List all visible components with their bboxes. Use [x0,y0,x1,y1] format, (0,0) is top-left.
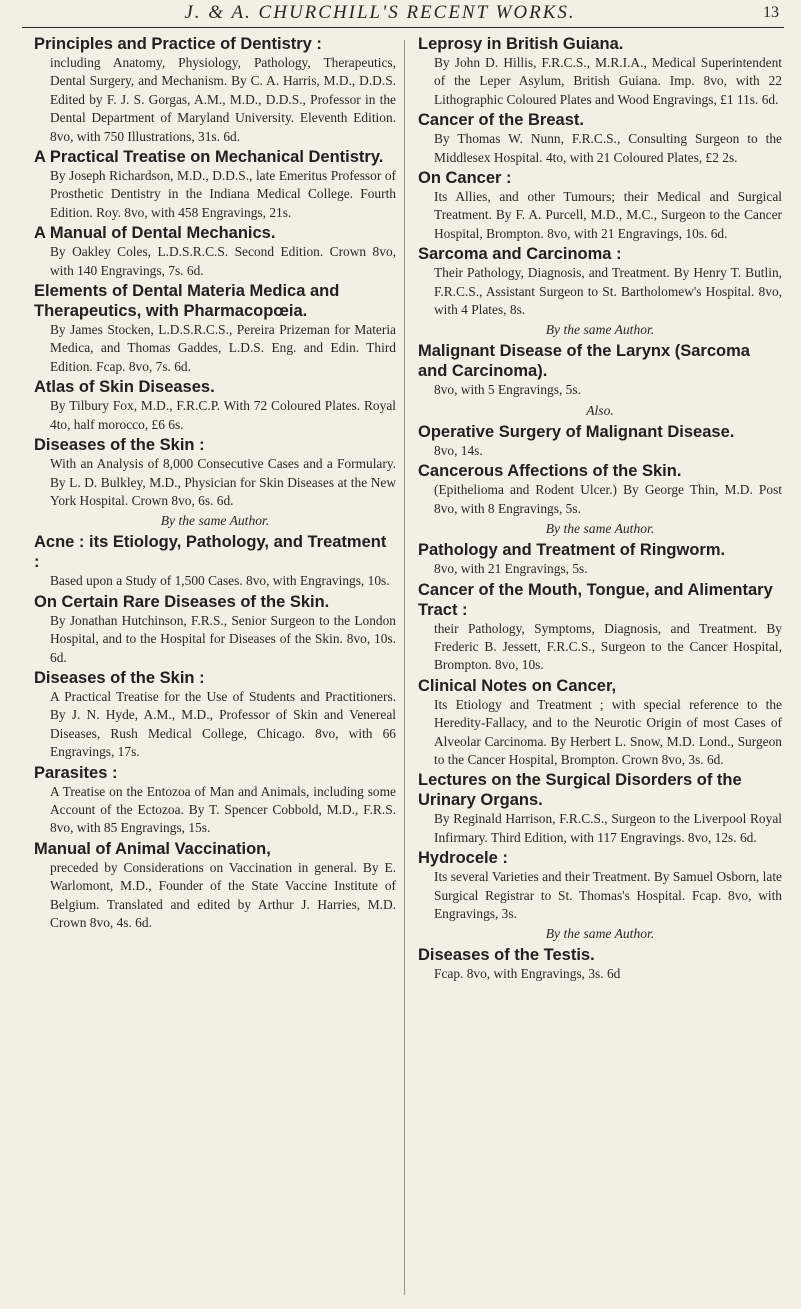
entry-description: By Tilbury Fox, M.D., F.R.C.P. With 72 Coloured Plates. Royal 4to, half morocco, £6 6s. [50,398,396,432]
entry-title: Manual of Animal Vaccination, [34,839,271,858]
entry-title: Lectures on the Surgical Disorders of the Urinary Organs. [418,771,742,810]
catalogue-entry [418,945,782,983]
entry-description: Its Allies, and other Tumours; their Medical and Surgical Treatment. By F. A. Purcell, M.D., M.C., Surgeon to the Cancer Hospital, Brompton. 8vo, with 21 Engravings, 10s. 6d. [434,189,782,241]
catalogue-entry [418,461,782,518]
entry-title: Diseases of the Testis. [418,946,595,965]
catalogue-entry [418,676,782,770]
entry-title: Diseases of the Skin : [34,436,205,455]
same-author-note: By the same Author. [545,322,655,338]
entry-title: Principles and Practice of Dentistry : [34,35,322,53]
entry-description: By Jonathan Hutchinson, F.R.S., Senior Surgeon to the London Hospital, and to the Hospital for Diseases of the Skin. 8vo, 10s. 6d. [50,612,396,665]
catalogue-entry [34,377,396,434]
right-column [418,34,782,985]
entry-description: By Joseph Richardson, M.D., D.D.S., late Emeritus Professor of Prosthetic Dentistry in the Indiana Medical College. Fourth Edition. Roy. 8vo, with 458 Engravings, 21s. [50,168,396,220]
entry-title: Sarcoma and Carcinoma : [418,245,622,264]
catalogue-entry [418,580,782,675]
catalogue-entry [34,592,396,667]
entry-title: Diseases of the Skin : [34,668,205,687]
entry-title: A Practical Treatise on Mechanical Dentistry. [34,148,384,167]
page-header [0,0,801,28]
entry-description: (Epithelioma and Rodent Ulcer.) By George Thin, M.D. Post 8vo, with 8 Engravings, 5s. [434,482,782,516]
catalogue-entry [34,435,396,510]
entry-description: With an Analysis of 8,000 Consecutive Cases and a Formulary. By L. D. Bulkley, M.D., Physician for Skin Diseases at the New York Hospital. Crown 8vo, 6s. 6d. [50,456,396,508]
entry-description: their Pathology, Symptoms, Diagnosis, and Treatment. By Frederic B. Jessett, F.R.C.S., Surgeon to the Cancer Hospital, Brompton. 8vo, 10s. [434,620,782,673]
entry-description: By John D. Hillis, F.R.C.S., M.R.I.A., Medical Superintendent of the Leper Asylum, British Guiana. Imp. 8vo, with 22 Lithographic Coloured Plates and Wood Engravings, £1 11s. 6d. [434,55,782,107]
catalogue-entry [418,168,782,243]
entry-description: By Reginald Harrison, F.R.C.S., Surgeon to the Liverpool Royal Infirmary. Third Edition, with 117 Engravings. 8vo, 12s. 6d. [434,811,782,845]
entry-title: Parasites : [34,763,118,782]
same-author-note: By the same Author. [545,521,655,537]
entry-description: By Oakley Coles, L.D.S.R.C.S. Second Edition. Crown 8vo, with 140 Engravings, 7s. 6d. [50,244,396,278]
entry-title: A Manual of Dental Mechanics. [34,224,276,243]
catalogue-entry [418,422,782,460]
entry-description: Their Pathology, Diagnosis, and Treatment. By Henry T. Butlin, F.R.C.S., Assistant Surgeon to St. Bartholomew's Hospital. 8vo, with 4 Plates, 8s. [434,265,782,318]
catalogue-entry [34,34,396,146]
entry-description: 8vo, 14s. [434,442,483,458]
entry-description: preceded by Considerations on Vaccination in general. By E. Warlomont, M.D., Founder of the State Vaccine Institute of Belgium. Translated and edited by Arthur J. Harries, M.D. Crown 8vo, 4s. 6d. [50,859,396,930]
entry-title: Operative Surgery of Malignant Disease. [418,422,735,441]
entry-title: Cancer of the Breast. [418,111,584,130]
entry-description: A Treatise on the Entozoa of Man and Animals, including some Account of the Ectozoa. By T. Spencer Cobbold, M.D., F.R.S. 8vo, with 85 Engravings, 15s. [50,783,396,836]
entry-description: By Thomas W. Nunn, F.R.C.S., Consulting Surgeon to the Middlesex Hospital. 4to, with 21 Coloured Plates, £2 2s. [434,131,782,165]
entry-title: Malignant Disease of the Larynx (Sarcoma and Carcinoma). [418,342,750,381]
entry-description: Its Etiology and Treatment ; with special reference to the Heredity-Fallacy, and to the Neurotic Origin of most Cases of Alveolar Carcinoma. By Herbert L. Snow, M.D. Lond., Surgeon to the Cancer Hospital, Brompton. Crown 8vo, 3s. 6d. [434,696,782,767]
catalogue-entry [418,244,782,319]
catalogue-entry [34,147,396,222]
catalogue-entry [34,281,396,376]
catalogue-entry [418,110,782,167]
catalogue-entry [418,540,782,578]
entry-description: 8vo, with 5 Engravings, 5s. [434,382,581,398]
entry-description: By James Stocken, L.D.S.R.C.S., Pereira Prizeman for Materia Medica, and Thomas Gaddes, L.D.S. Eng. and Edin. Third Edition. Fcap. 8vo, 7s. 6d. [50,322,396,374]
entry-description: including Anatomy, Physiology, Pathology, Therapeutics, Dental Surgery, and Mechanism. By C. A. Harris, M.D., D.D.S. Edited by F. J. S. Gorgas, A.M., M.D., D.D.S., Professor in the Dental Department of Maryland University. Eleventh Edition. 8vo, with 750 Illustrations, 31s. 6d. [50,55,396,144]
same-author-note: By the same Author. [545,926,655,942]
catalogue-entry [34,223,396,280]
entry-title: Pathology and Treatment of Ringworm. [418,541,726,560]
entry-title: On Certain Rare Diseases of the Skin. [34,592,330,611]
entry-title: Atlas of Skin Diseases. [34,378,215,397]
entry-title: Cancer of the Mouth, Tongue, and Alimentary Tract : [418,580,773,619]
column-divider [404,40,405,1295]
catalogue-entry [34,763,396,838]
entry-title: Hydrocele : [418,849,508,868]
entry-description: 8vo, with 21 Engravings, 5s. [434,561,588,577]
page-number: 13 [763,4,779,21]
running-head: J. & A. CHURCHILL'S RECENT WORKS. [184,2,576,23]
entry-title: Elements of Dental Materia Medica and Therapeutics, with Pharmacopœia. [34,282,340,321]
catalogue-entry [34,532,396,590]
same-author-note: By the same Author. [160,513,270,529]
header-rule [22,27,784,28]
entry-title: Clinical Notes on Cancer, [418,676,617,695]
entry-description: Fcap. 8vo, with Engravings, 3s. 6d [434,966,621,982]
entry-title: Leprosy in British Guiana. [418,35,624,53]
catalogue-entry [418,770,782,847]
catalogue-entry [34,668,396,762]
entry-title: Cancerous Affections of the Skin. [418,462,682,481]
catalogue-entry [418,34,782,109]
catalogue-entry [418,341,782,399]
catalogue-entry [418,848,782,923]
catalogue-entry [34,839,396,933]
left-column [34,34,396,933]
entry-title: On Cancer : [418,169,512,188]
entry-description: Based upon a Study of 1,500 Cases. 8vo, with Engravings, 10s. [50,573,390,589]
entry-title: Acne : its Etiology, Pathology, and Treatment : [34,533,387,572]
entry-description: Its several Varieties and their Treatment. By Samuel Osborn, late Surgical Registrar to St. Thomas's Hospital. Fcap. 8vo, with Engravings, 3s. [434,869,782,921]
same-author-note: Also. [586,402,614,418]
entry-description: A Practical Treatise for the Use of Students and Practitioners. By J. N. Hyde, A.M., M.D., Professor of Skin and Venereal Diseases, Rush Medical College, Chicago. 8vo, with 66 Engravings, 17s. [50,688,396,760]
